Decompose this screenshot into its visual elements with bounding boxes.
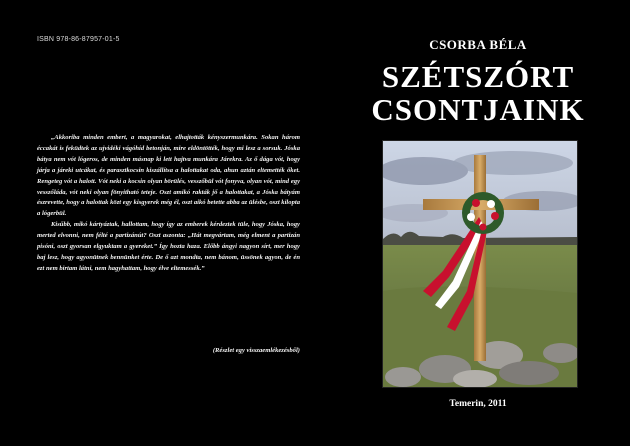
blurb-paragraph: Kisűbb, mikó kártyáztak, hallottam, hogy így az emberek kérdeztek tüle, hogy Jóska, hogy merted elvonni, nem félté a partizánút? Oszt aszonta: „Hát megvártam, még elment a partizán pisóni, oszt gyorsan elgyuktam a gyereket.” Így hozta haza. Előbb ángyi nagyon sírt, mer hogy baj lesz, hogy agyonütnek bennünket érte. De ő azt mondta, nem bánom, üssönek agyon, de én ezt nem birtam látni, nem hagyhattam, hogy élve eltemessék.”: [37, 221, 300, 272]
back-cover-blurb: [37, 133, 300, 275]
cover-photo: [382, 140, 578, 388]
book-title: [326, 60, 630, 126]
publisher-imprint: Temerin, 2011: [449, 399, 507, 409]
isbn-number: ISBN 978-86-87957-01-5: [37, 36, 120, 43]
front-cover: [326, 0, 630, 446]
blurb-paragraph: „Akkoriba minden embert, a magyarokat, elhajtották kényszermunkára. Sokan három éccakát is feküdtek az ujvidéki vágóhíd betonján, mire eldöntötték, hogy mi lesz a sorsuk. Jóska bátya nem vót lógeros, de minden másnap ki lett hajtva munkára Járekra. Az ő dága vót, hogy járja a járeki utcákat, és parasztkocsin kiszállítsa a halottakat oda, ahun aztán eltemették őket. Rengeteg vót a halott. Vót neki a kocsin olyan börülés, vesszőbül vót fonyva, olyan vót, mind egy vesszőláda, vót neki olyan fönyitható teteje. Oszt amikó rakták jő a halottakat, a Jóska bátyám észrevette, hogy a halottak közt egy kisgyerek még él, oszt aikó betette abba az ülésbe, oszt kilopta a lógerbül.: [37, 134, 300, 218]
blurb-source: (Részlet egy visszaemlékezésből): [212, 347, 300, 354]
cross-memorial-illustration: [383, 141, 577, 387]
title-line-2: CSONTJAINK: [371, 92, 585, 127]
author-name: CSORBA BÉLA: [429, 37, 527, 52]
title-line-1: SZÉTSZÓRT: [381, 59, 575, 94]
